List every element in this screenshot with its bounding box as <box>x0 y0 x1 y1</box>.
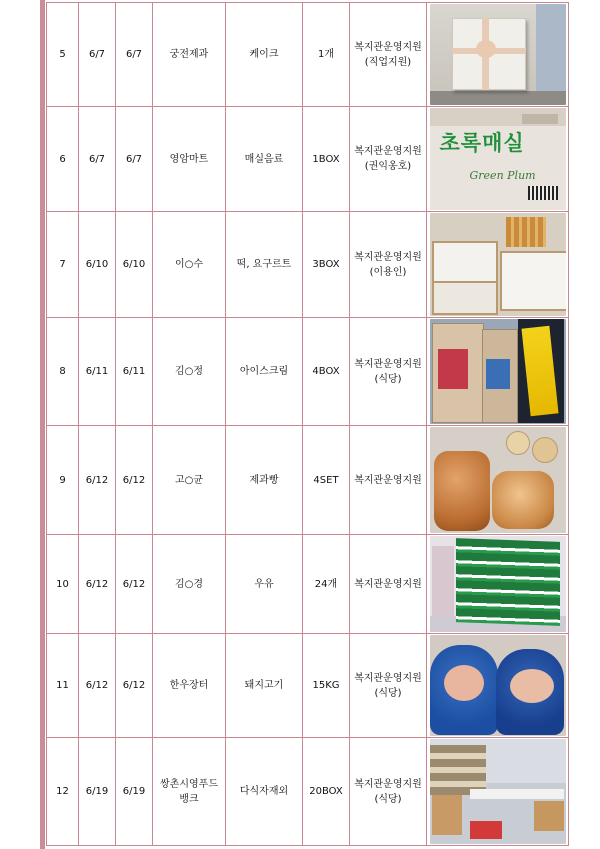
cake-box-photo <box>430 4 566 105</box>
distribution-date: 6/11 <box>116 318 153 426</box>
item-quantity: 4SET <box>303 426 350 535</box>
destination <box>350 107 427 212</box>
destination-line: (식당) <box>374 687 402 699</box>
photo-cell <box>427 318 569 426</box>
plum-drink-box-photo <box>430 108 566 210</box>
destination <box>350 3 427 107</box>
destination <box>350 212 427 318</box>
destination-line: (직업지원) <box>364 56 412 68</box>
destination <box>350 535 427 634</box>
table-row <box>47 426 569 535</box>
item-name: 제과빵 <box>226 426 303 535</box>
row-number: 5 <box>47 3 79 107</box>
photo-cell <box>427 535 569 634</box>
destination-line: (권익옹호) <box>364 161 412 172</box>
distribution-date: 6/7 <box>116 3 153 107</box>
destination <box>350 738 427 846</box>
destination-line: 복지관운영지원 <box>354 578 422 590</box>
distribution-date: 6/12 <box>116 426 153 535</box>
distribution-date: 6/7 <box>116 107 153 212</box>
row-number: 10 <box>47 535 79 634</box>
donor-name: 김○경 <box>153 535 226 634</box>
destination-line: 복지관운영지원 <box>354 672 422 684</box>
donor-name: 이○수 <box>153 212 226 318</box>
pork-photo <box>430 635 566 736</box>
ice-cream-photo <box>430 319 566 424</box>
item-quantity: 20BOX <box>303 738 350 846</box>
receipt-date: 6/10 <box>79 212 116 318</box>
destination-line: (이용인) <box>369 266 407 278</box>
table-row <box>47 738 569 846</box>
row-number: 6 <box>47 107 79 212</box>
photo-cell <box>427 634 569 738</box>
donor-name <box>153 738 226 846</box>
destination <box>350 426 427 535</box>
table-row <box>47 634 569 738</box>
receipt-date: 6/7 <box>79 3 116 107</box>
destination-line: 복지관운영지원 <box>354 146 422 157</box>
donor-name: 김○정 <box>153 318 226 426</box>
photo-cell <box>427 738 569 846</box>
destination-line: 복지관운영지원 <box>354 778 422 790</box>
donor-name: 영암마트 <box>153 107 226 212</box>
item-quantity: 1BOX <box>303 107 350 212</box>
donation-table <box>46 2 569 846</box>
destination-line: 복지관운영지원 <box>354 358 422 370</box>
donor-name: 궁전제과 <box>153 3 226 107</box>
distribution-date: 6/12 <box>116 535 153 634</box>
table-row <box>47 535 569 634</box>
destination-line: (식당) <box>374 793 402 805</box>
destination-line: 복지관운영지원 <box>354 41 422 53</box>
destination <box>350 634 427 738</box>
receipt-date: 6/12 <box>79 535 116 634</box>
destination-line: 복지관운영지원 <box>354 251 422 263</box>
receipt-date: 6/11 <box>79 318 116 426</box>
receipt-date: 6/19 <box>79 738 116 846</box>
rice-cake-photo <box>430 213 566 316</box>
donor-name-line: 쌍촌시영푸드 <box>160 778 218 790</box>
item-name: 돼지고기 <box>226 634 303 738</box>
photo-cell <box>427 426 569 535</box>
item-quantity: 4BOX <box>303 318 350 426</box>
item-name: 케이크 <box>226 3 303 107</box>
item-name: 떡, 요구르트 <box>226 212 303 318</box>
food-bank-warehouse-photo <box>430 739 566 844</box>
item-name: 매실음료 <box>226 107 303 212</box>
item-name: 우유 <box>226 535 303 634</box>
receipt-date: 6/12 <box>79 426 116 535</box>
table-row <box>47 212 569 318</box>
table-row <box>47 3 569 107</box>
photo-cell <box>427 212 569 318</box>
row-number: 12 <box>47 738 79 846</box>
destination-line: 복지관운영지원 <box>354 474 422 486</box>
item-quantity: 1개 <box>303 3 350 107</box>
photo-cell <box>427 3 569 107</box>
destination <box>350 318 427 426</box>
donor-name: 한우장터 <box>153 634 226 738</box>
item-name: 아이스크림 <box>226 318 303 426</box>
receipt-date: 6/7 <box>79 107 116 212</box>
item-quantity: 3BOX <box>303 212 350 318</box>
page-edge-bar <box>40 0 45 849</box>
bread-photo <box>430 427 566 533</box>
destination-line: (식당) <box>374 373 402 385</box>
table-row <box>47 318 569 426</box>
milk-photo <box>430 536 566 632</box>
donor-name: 고○균 <box>153 426 226 535</box>
row-number: 7 <box>47 212 79 318</box>
item-name: 다식자재외 <box>226 738 303 846</box>
table-row <box>47 107 569 212</box>
item-quantity: 24개 <box>303 535 350 634</box>
donor-name-line: 뱅크 <box>179 793 199 805</box>
distribution-date: 6/10 <box>116 212 153 318</box>
row-number: 11 <box>47 634 79 738</box>
box-script-text: Green Plum <box>469 169 536 182</box>
distribution-date: 6/12 <box>116 634 153 738</box>
distribution-date: 6/19 <box>116 738 153 846</box>
item-quantity: 15KG <box>303 634 350 738</box>
receipt-date: 6/12 <box>79 634 116 738</box>
row-number: 9 <box>47 426 79 535</box>
box-brand-text: 초록매실 <box>439 131 525 155</box>
photo-cell <box>427 107 569 212</box>
row-number: 8 <box>47 318 79 426</box>
